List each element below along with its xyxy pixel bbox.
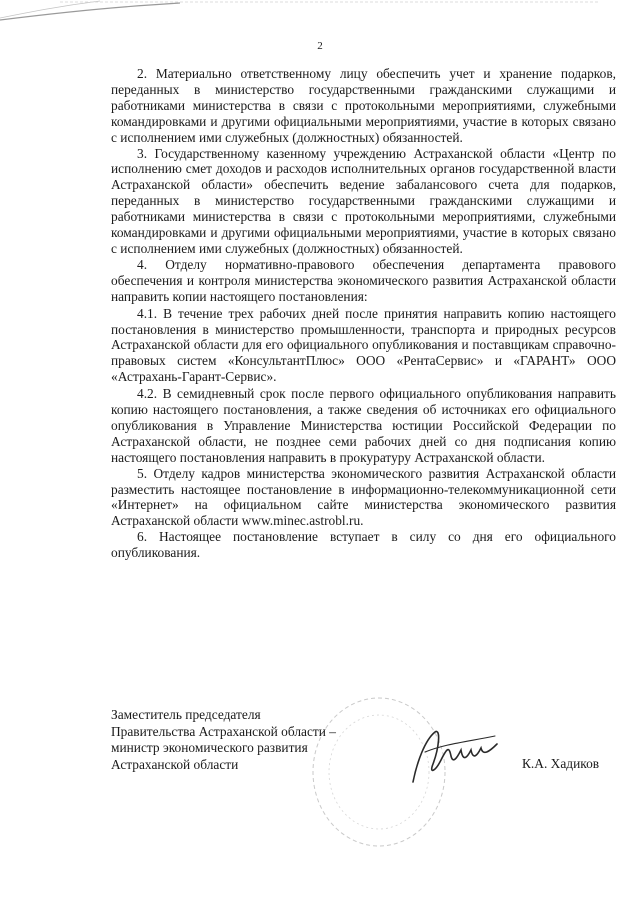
signer-position-line-2: Правительства Астраханской области – [111, 723, 336, 739]
signer-position-line-3: министр экономического развития [111, 740, 308, 755]
paragraph-4-2: 4.2. В семидневный срок после первого официального опубликования направить копию настоящего постановления, а также сведения об источниках его официального опубликования в Управление Министерства юстиции Российской Федерации по Астраханской области, не позднее семи рабочих дней со дня подписания копию настоящего постановления направить в прокуратуру Астраханской области. [111, 386, 616, 465]
paragraph-2: 2. Материально ответственному лицу обеспечить учет и хранение подарков, переданных в министерство государственными гражданскими служащими и работниками министерства в связи с протокольными мероприятиями, служебными командировками и другими официальными мероприятиями, участие в которых связано с исполнением ими служебных (должностных) обязанностей. [111, 66, 616, 145]
paragraph-5: 5. Отделу кадров министерства экономического развития Астраханской области разместить настоящее постановление в информационно-телекоммуникационной сети «Интернет» на официальном сайте министерства экономического развития Астраханской области www.minec.astrobl.ru. [111, 465, 616, 529]
signer-position-line-1: Заместитель председателя [111, 707, 261, 722]
paragraph-4: 4. Отделу нормативно-правового обеспечения департамента правового обеспечения и контроля министерства экономического развития Астраханской области направить копии настоящего постановления: [111, 256, 616, 304]
paragraph-6: 6. Настоящее постановление вступает в силу со дня его официального опубликования. [111, 529, 616, 561]
handwritten-signature [405, 722, 515, 792]
signer-position-line-4: Астраханской области [111, 756, 239, 772]
document-body [111, 66, 616, 561]
scan-edge-mark [0, 0, 640, 22]
signer-name: К.А. Хадиков [522, 756, 600, 771]
page-number: 2 [317, 40, 323, 52]
paragraph-3: 3. Государственному казенному учреждению Астраханской области «Центр по исполнению смет доходов и расходов исполнительных органов государственной власти Астраханской области» обеспечить ведение забалансового счета для подарков, переданных в министерство государственными гражданскими служащими и работниками министерства в связи с протокольными мероприятиями, служебными командировками и другими официальными мероприятиями, участие в которых связано с исполнением ими служебных (должностных) обязанностей. [111, 145, 616, 256]
paragraph-4-1: 4.1. В течение трех рабочих дней после принятия направить копию настоящего постановления в министерство промышленности, транспорта и природных ресурсов Астраханской области для его официального опубликования и поставщикам справочно-правовых систем «КонсультантПлюс» ООО «РентаСервис» и «ГАРАНТ» ООО «Астрахань-Гарант-Сервис». [111, 305, 616, 385]
